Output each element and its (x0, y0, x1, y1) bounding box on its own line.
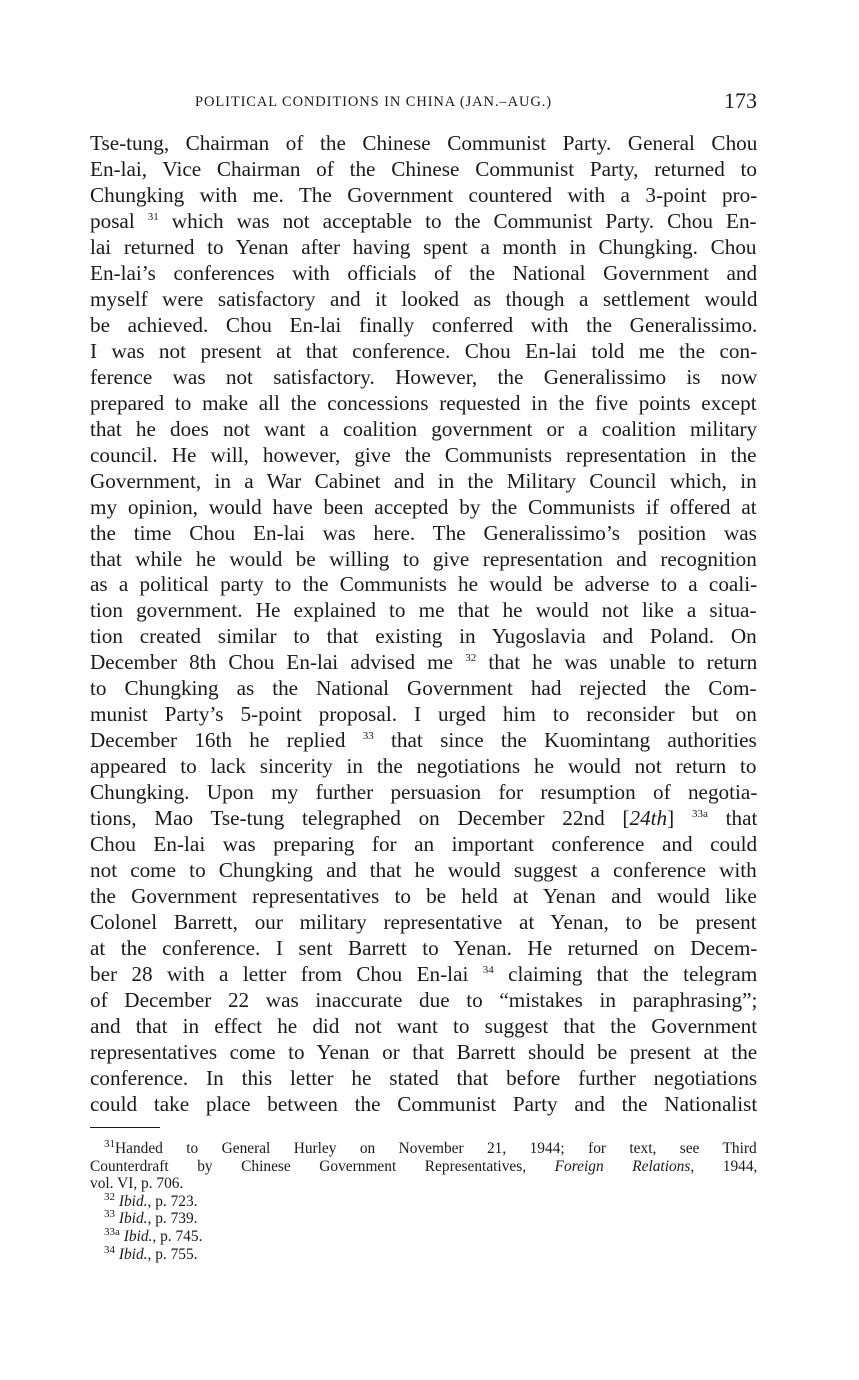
text-line: Chungking with me. The Government countered with a 3-point pro- (90, 182, 758, 207)
footnote-ref-34: 34 (482, 963, 494, 976)
footnote-ref-33: 33 (362, 730, 374, 743)
text-line: not come to Chungking and that he would suggest a conference with (90, 858, 757, 883)
text-line: En-lai’s conferences with officials of the National Government and (90, 260, 758, 285)
footnote-marker: 32 (104, 1190, 115, 1203)
text-line: appeared to lack sincerity in the negotiations he would not return to (90, 754, 757, 779)
text-line: and that in effect he did not want to suggest that the Government (90, 1013, 758, 1038)
text-line: December 8th Chou En-lai advised me $^{32}$ that he was unable to return (90, 650, 758, 675)
body-text (90, 131, 757, 1118)
footnote-marker: 33 (104, 1208, 115, 1221)
footnote-31: $^{31}$Handed to General Hurley on November 21, 1944; for text, see Third (104, 1137, 757, 1157)
text-line: December 16th he replied $^{33}$ that since the Kuomintang authorities (90, 728, 757, 753)
text-line: tions, Mao Tse-tung telegraphed on December 22nd [24th] $^{33a}$ that (90, 806, 758, 831)
running-title: POLITICAL CONDITIONS IN CHINA (JAN.–AUG.) (195, 94, 552, 110)
text-line: munist Party’s 5-point proposal. I urged him to reconsider but on (90, 702, 757, 727)
text-line: representatives come to Yenan or that Barrett should be present at the (90, 1039, 758, 1064)
footnote-31-cont: Counterdraft by Chinese Government Representatives, Foreign Relations, 1944, (90, 1157, 758, 1175)
text-line: that he does not want a coalition government or a coalition military (90, 416, 758, 441)
text-line: the time Chou En-lai was here. The Generalissimo’s position was (90, 520, 757, 545)
footnote-ref-32: 32 (465, 652, 477, 665)
text-line: myself were satisfactory and it looked as though a settlement would (90, 286, 758, 311)
footnote-marker: 34 (104, 1243, 115, 1256)
text-line: posal $^{31}$ which was not acceptable to the Communist Party. Chou En- (90, 208, 757, 233)
footnote-33: $^{33}$ Ibid., p. 739. (104, 1208, 198, 1228)
text-line: to Chungking as the National Government had rejected the Com- (90, 676, 757, 701)
footnote-33a: $^{33a}$ Ibid., p. 745. (104, 1225, 203, 1245)
footnote-34: $^{34}$ Ibid., p. 755. (104, 1243, 198, 1263)
text-line: tion government. He explained to me that he would not like a situa- (90, 598, 757, 623)
footnote-ref-31: 31 (147, 210, 159, 223)
footnote-marker: 33a (104, 1225, 120, 1238)
running-head (90, 88, 757, 118)
footnote-ref-33a: 33a (691, 808, 708, 821)
text-line: I was not present at that conference. Chou En-lai told me the con- (90, 338, 758, 363)
text-line: Colonel Barrett, our military representative at Yenan, to be present (90, 910, 757, 935)
text-line: at the conference. I sent Barrett to Yenan. He returned on Decem- (90, 936, 758, 961)
text-line: that while he would be willing to give representation and recognition (90, 546, 757, 571)
text-line: Chou En-lai was preparing for an important conference and could (90, 832, 758, 857)
text-line: be achieved. Chou En-lai finally conferred with the Generalissimo. (90, 312, 758, 337)
text-line: Tse-tung, Chairman of the Chinese Communist Party. General Chou (90, 131, 758, 155)
footnote-marker: 31 (104, 1137, 115, 1150)
footnote-31-cont: vol. VI, p. 706. (90, 1175, 184, 1193)
text-line: prepared to make all the concessions requested in the five points except (90, 390, 757, 415)
text-line: conference. In this letter he stated that before further negotiations (90, 1065, 758, 1090)
footnotes (90, 1137, 758, 1263)
text-line: the Government representatives to be held at Yenan and would like (90, 884, 757, 909)
text-line: lai returned to Yenan after having spent a month in Chungking. Chou (90, 234, 757, 259)
text-line: Chungking. Upon my further persuasion for resumption of negotia- (90, 780, 758, 805)
footnote-divider (90, 1127, 160, 1128)
text-line: could take place between the Communist Party and the Nationalist (90, 1091, 758, 1116)
text-line: ference was not satisfactory. However, the Generalissimo is now (90, 364, 758, 389)
page-number: 173 (724, 88, 757, 113)
footnote-32: $^{32}$ Ibid., p. 723. (104, 1190, 198, 1210)
text-line: tion created similar to that existing in Yugoslavia and Poland. On (90, 624, 757, 649)
text-line: council. He will, however, give the Communists representation in the (90, 442, 757, 467)
text-line: as a political party to the Communists he would be adverse to a coali- (90, 572, 758, 597)
text-line: En-lai, Vice Chairman of the Chinese Communist Party, returned to (90, 156, 758, 181)
text-line: my opinion, would have been accepted by the Communists if offered at (90, 494, 757, 519)
text-line: of December 22 was inaccurate due to “mistakes in paraphrasing”; (90, 987, 758, 1012)
text-line: ber 28 with a letter from Chou En-lai $^{34}$ claiming that the telegram (90, 962, 758, 986)
text-line: Government, in a War Cabinet and in the Military Council which, in (90, 468, 757, 493)
editorial-correction: 24th (629, 806, 668, 831)
